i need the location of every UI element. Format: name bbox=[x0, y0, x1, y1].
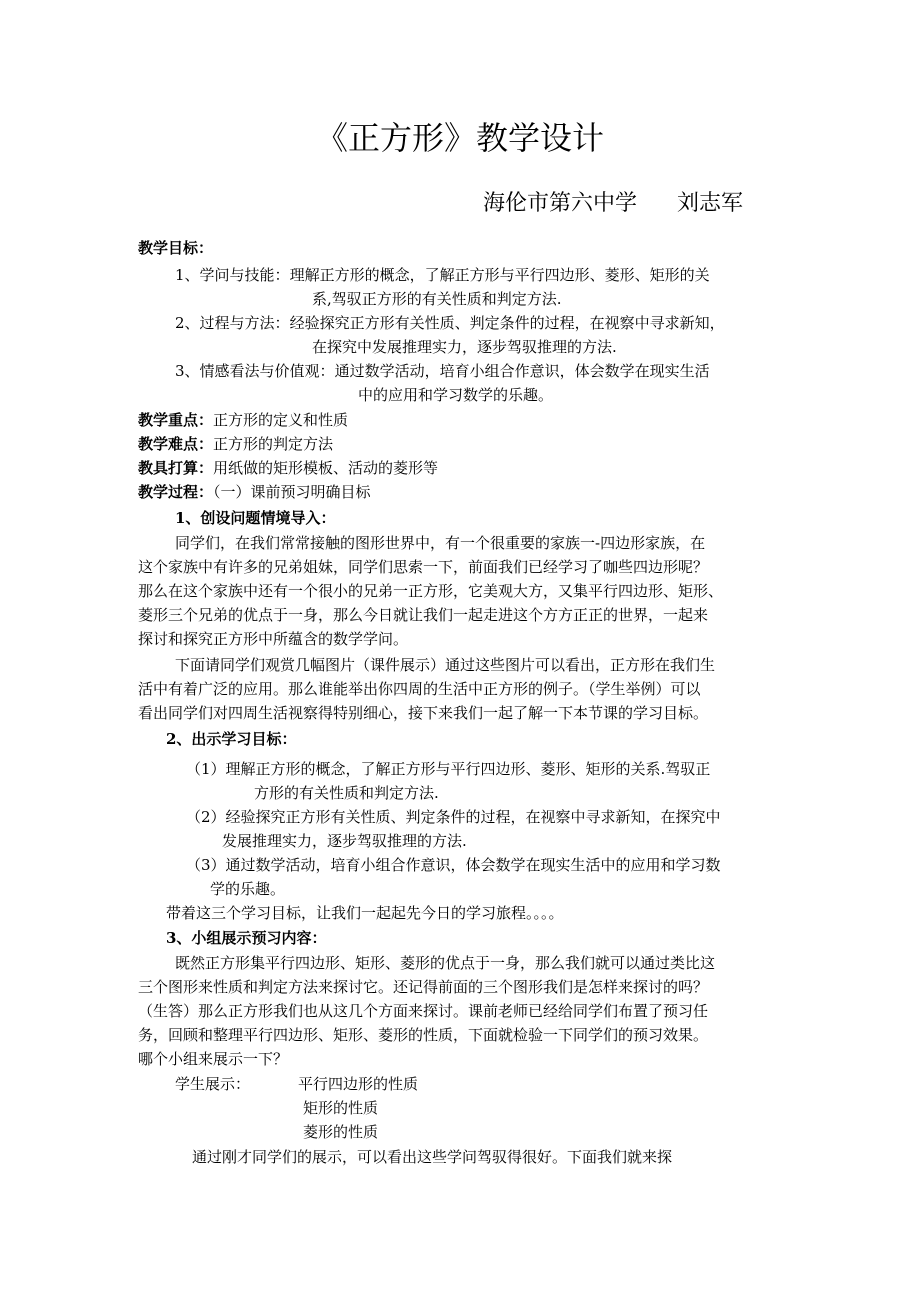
section1-para1-line: 同学们，在我们常常接触的图形世界中，有一个很重要的家族一-四边形家族，在 bbox=[175, 534, 706, 552]
objective-3-line1: 3、情感看法与价值观：通过数学活动，培育小组合作意识，体会数学在现实生活 bbox=[175, 362, 710, 380]
section1-para1-line: 这个家族中有许多的兄弟姐妹，同学们思索一下，前面我们已经学习了咖些四边形呢？ bbox=[138, 558, 709, 576]
objective-1-line1: 1、学问与技能：理解正方形的概念，了解正方形与平行四边形、菱形、矩形的关 bbox=[175, 266, 710, 284]
student-show-item: 矩形的性质 bbox=[303, 1099, 379, 1117]
section3-para-line: 既然正方形集平行四边形、矩形、菱形的优点于一身，那么我们就可以通过类比这 bbox=[175, 954, 716, 972]
learning-goal-2-line1: （2）经验探究正方形有关性质、判定条件的过程，在视察中寻求新知，在探究中 bbox=[186, 808, 721, 826]
key-point-line: 教学重点：正方形的定义和性质 bbox=[138, 411, 349, 429]
learning-goal-1-line2: 方形的有关性质和判定方法. bbox=[254, 784, 439, 802]
difficulty-line: 教学难点：正方形的判定方法 bbox=[138, 435, 334, 453]
author-name: 刘志军 bbox=[677, 191, 744, 216]
section3-para-line: 哪个小组来展示一下？ bbox=[138, 1050, 289, 1068]
learning-goal-3-line1: （3）通过数学活动，培育小组合作意识，体会数学在现实生活中的应用和学习数 bbox=[186, 856, 721, 874]
section3-para-line: （生答）那么正方形我们也从这几个方面来探讨。课前老师已经给同学们布置了预习任 bbox=[138, 1002, 709, 1020]
learning-goal-3-line2: 学的乐趣。 bbox=[210, 880, 286, 898]
process-line: 教学过程：（一）课前预习明确目标 bbox=[138, 483, 371, 501]
section3-heading: 3、小组展示预习内容： bbox=[166, 929, 327, 947]
section1-para2-line: 活中有着广泛的应用。那么谁能举出你四周的生活中正方形的例子。（学生举例）可以 bbox=[138, 680, 701, 698]
section1-para2-line: 下面请同学们观赏几幅图片（课件展示）通过这些图片可以看出，正方形在我们生 bbox=[175, 656, 716, 674]
section3-para-line: 三个图形来性质和判定方法来探讨它。还记得前面的三个图形我们是怎样来探讨的吗？ bbox=[138, 978, 709, 996]
page-title: 《正方形》教学设计 bbox=[315, 119, 604, 157]
section1-heading: 1、创设问题情境导入： bbox=[175, 509, 336, 527]
objective-2-line1: 2、过程与方法：经验探究正方形有关性质、判定条件的过程，在视察中寻求新知， bbox=[175, 314, 725, 332]
section2-closing: 带着这三个学习目标，让我们一起起先今日的学习旅程。。。。 bbox=[166, 904, 564, 922]
objectives-label: 教学目标： bbox=[138, 239, 214, 257]
section2-heading: 2、出示学习目标： bbox=[166, 730, 297, 748]
section3-para-line: 务，回顾和整理平行四边形、矩形、菱形的性质，下面就检验一下同学们的预习效果。 bbox=[138, 1026, 709, 1044]
section3-last-line: 通过刚才同学们的展示，可以看出这些学问驾驭得很好。下面我们就来探 bbox=[192, 1148, 673, 1166]
student-show-item: 平行四边形的性质 bbox=[298, 1075, 419, 1093]
author-school: 海伦市第六中学 bbox=[483, 191, 638, 216]
section1-para1-line: 探讨和探究正方形中所蕴含的数学学问。 bbox=[138, 630, 409, 648]
section1-para2-line: 看出同学们对四周生活视察得特别细心，接下来我们一起了解一下本节课的学习目标。 bbox=[138, 704, 709, 722]
learning-goal-2-line2: 发展推理实力，逐步驾驭推理的方法. bbox=[222, 832, 467, 850]
objective-3-line2: 中的应用和学习数学的乐趣。 bbox=[358, 386, 554, 404]
objective-2-line2: 在探究中发展推理实力，逐步驾驭推理的方法. bbox=[312, 338, 617, 356]
section1-para1-line: 菱形三个兄弟的优点于一身，那么今日就让我们一起走进这个方方正正的世界，一起来 bbox=[138, 606, 709, 624]
learning-goal-1-line1: （1）理解正方形的概念，了解正方形与平行四边形、菱形、矩形的关系.驾驭正 bbox=[186, 760, 711, 778]
objective-1-line2: 系,驾驭正方形的有关性质和判定方法. bbox=[312, 290, 562, 308]
tools-line: 教具打算：用纸做的矩形模板、活动的菱形等 bbox=[138, 459, 439, 477]
student-show-label: 学生展示： bbox=[175, 1075, 251, 1093]
student-show-item: 菱形的性质 bbox=[303, 1123, 379, 1141]
section1-para1-line: 那么在这个家族中还有一个很小的兄弟一正方形，它美观大方，又集平行四边形、矩形、 bbox=[138, 582, 724, 600]
author-line bbox=[483, 190, 743, 218]
